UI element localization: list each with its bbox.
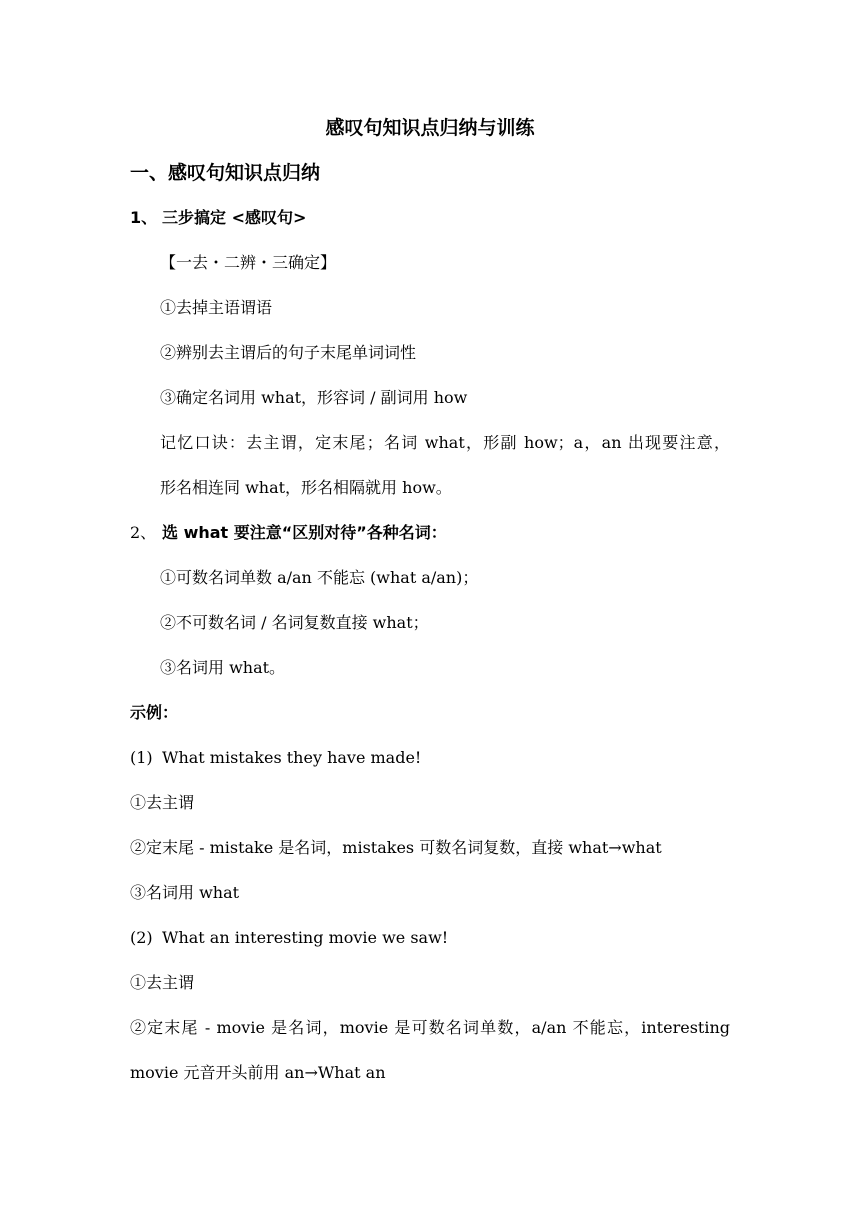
example-1-step: ②定末尾 - mistake 是名词，mistakes 可数名词复数，直接 what→what: [130, 838, 662, 857]
item-1-line: ②辨别去主谓后的句子末尾单词词性: [160, 343, 417, 362]
item-1-line: ③确定名词用 what，形容词 / 副词用 how: [160, 388, 468, 407]
item-2-heading: [130, 522, 447, 544]
document-title: 感叹句知识点归纳与训练: [325, 117, 535, 139]
item-2-line: ①可数名词单数 a/an 不能忘 (what a/an)；: [160, 568, 479, 587]
item-2-line: ②不可数名词 / 名词复数直接 what；: [160, 613, 429, 632]
examples-heading: 示例：: [130, 703, 179, 722]
example-2-text: What an interesting movie we saw!: [162, 928, 449, 947]
mnemonic-line: 记忆口诀：去主谓，定末尾；名词 what，形副 how；a，an 出现要注意，: [160, 433, 730, 452]
item-2-line: ③名词用 what。: [160, 658, 286, 677]
example-1-number: (1): [130, 748, 153, 767]
item-1-line: ①去掉主语谓语: [160, 298, 273, 317]
example-2-step: ①去主谓: [130, 973, 195, 992]
example-1-sentence: [130, 747, 421, 769]
item-2-number: 2、: [130, 523, 157, 542]
mnemonic-line: 形名相连同 what，形名相隔就用 how。: [160, 478, 452, 497]
example-2-step: ②定末尾 - movie 是名词，movie 是可数名词单数，a/an 不能忘，interesting: [130, 1018, 730, 1037]
section-heading: 一、感叹句知识点归纳: [130, 162, 321, 184]
example-1-text: What mistakes they have made!: [162, 748, 422, 767]
example-2-sentence: [130, 927, 448, 949]
item-1-number: 1、: [130, 208, 158, 227]
item-1-line: 【一去・二辨・三确定】: [160, 253, 337, 272]
example-1-step: ①去主谓: [130, 793, 195, 812]
item-1-heading: [130, 207, 306, 229]
item-2-text: 选 what 要注意“区别对待”各种名词：: [162, 523, 447, 542]
example-2-number: (2): [130, 928, 153, 947]
example-1-step: ③名词用 what: [130, 883, 240, 902]
item-1-text: 三步搞定 <感叹句>: [162, 208, 307, 227]
example-2-step: movie 元音开头前用 an→What an: [130, 1063, 386, 1082]
